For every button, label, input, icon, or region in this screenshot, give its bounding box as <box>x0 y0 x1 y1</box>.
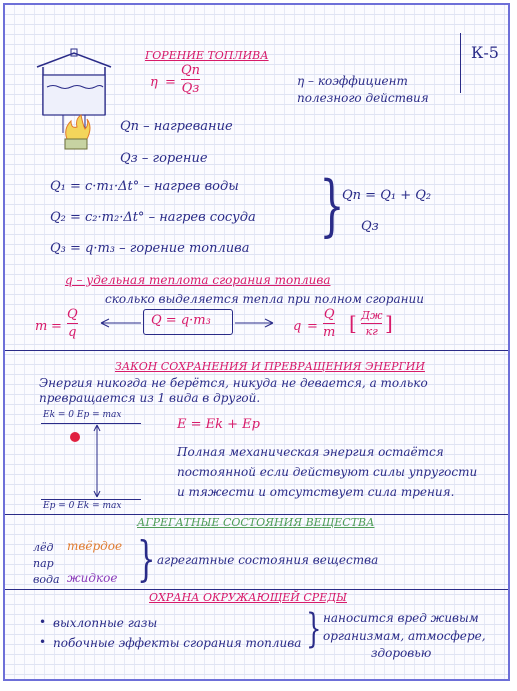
q-fraction <box>323 307 335 340</box>
q3-formula: Q₃ = q·m₃ – горение топлива <box>50 241 250 256</box>
q1-formula: Q₁ = c·m₁·Δt° – нагрев воды <box>50 179 239 194</box>
q-numerator: Q <box>323 307 335 322</box>
label-ice: лёд <box>33 541 54 554</box>
q-denominator: m <box>323 325 336 340</box>
q2-formula: Q₂ = c₂·m₂·Δt° – нагрев сосуда <box>50 210 256 225</box>
label-water: вода <box>33 573 60 586</box>
q-spent-line: Qз – горение <box>120 151 208 166</box>
mass-equals: = <box>51 319 62 334</box>
state-solid: твёрдое <box>67 539 123 553</box>
efficiency-fraction <box>181 63 200 96</box>
fraction-bar <box>181 79 200 80</box>
sum-qz: Qз <box>361 219 379 234</box>
label-steam: пар <box>33 557 54 570</box>
pendulum-ball-icon <box>70 432 80 442</box>
efficiency-numerator: Qп <box>181 63 201 78</box>
mass-lhs: m <box>35 319 48 334</box>
pendulum-diagram <box>67 423 107 499</box>
q-units-numerator: Дж <box>361 309 383 322</box>
right-brace: } <box>319 167 345 244</box>
units-close-bracket: ] <box>385 311 393 335</box>
energy-title: ЗАКОН СОХРАНЕНИЯ И ПРЕВРАЩЕНИЯ ЭНЕРГИИ <box>115 360 425 373</box>
energy-text-line2: постоянной если действуют силы упругости <box>177 465 478 479</box>
pendulum-top-label: Ek = 0 Ep = max <box>43 410 122 420</box>
q-equals: = <box>307 319 318 334</box>
fraction-bar <box>323 323 335 324</box>
sum-qn: Qп = Q₁ + Q₂ <box>342 188 432 203</box>
bottom-level-line <box>41 499 141 500</box>
states-brace: } <box>137 531 156 587</box>
harm-line-2: организмам, атмосфере, <box>323 629 486 643</box>
q-useful-line: Qп – нагревание <box>120 119 233 134</box>
mass-fraction <box>67 307 78 340</box>
specific-heat-definition: q – удельная теплота сгорания топлива <box>65 273 331 287</box>
efficiency-lhs: η <box>150 75 158 90</box>
environment-brace: } <box>306 606 322 652</box>
fraction-bar <box>67 323 78 324</box>
pendulum-bottom-label: Ep = 0 Ek = max <box>43 501 122 511</box>
efficiency-note: η – коэффициент полезного действия <box>297 74 429 105</box>
energy-statement-line2: превращается из 1 вида в другой. <box>39 391 261 405</box>
mass-numerator: Q <box>67 307 78 322</box>
energy-text-line3: и тяжести и отсутствует сила трения. <box>177 485 455 499</box>
notebook-page <box>3 3 510 681</box>
energy-text-line1: Полная механическая энергия остаётся <box>177 445 444 459</box>
env-bullet-1: выхлопные газы <box>53 616 158 630</box>
center-formula: Q = q·m₃ <box>151 313 211 328</box>
harm-line-1: наносится вред живым <box>323 611 479 625</box>
specific-heat-description: сколько выделяется тепла при полном сгорании <box>105 292 424 306</box>
state-liquid: жидкое <box>67 571 118 585</box>
bullet-dot-icon: • <box>39 615 47 629</box>
bullet-dot-icon: • <box>39 635 47 649</box>
harm-line-3: здоровью <box>371 646 432 660</box>
section-divider <box>5 350 508 351</box>
environment-title: ОХРАНА ОКРУЖАЮЩЕЙ СРЕДЫ <box>149 591 347 604</box>
states-description: агрегатные состояния вещества <box>157 553 379 567</box>
states-title: АГРЕГАТНЫЕ СОСТОЯНИЯ ВЕЩЕСТВА <box>137 516 375 529</box>
q-units-denominator: кг <box>365 325 378 338</box>
page-number: К-5 <box>471 43 499 62</box>
env-bullet-2: побочные эффекты сгорания топлива <box>53 636 302 650</box>
q-units-fraction <box>361 309 382 338</box>
q-lhs: q <box>293 319 302 334</box>
mass-denominator: q <box>68 325 77 340</box>
energy-formula: E = Ek + Ep <box>177 417 260 432</box>
section-divider <box>5 514 508 515</box>
kettle-sketch-icon <box>29 47 119 157</box>
energy-statement-line1: Энергия никогда не берётся, никуда не девается, а только <box>39 376 428 390</box>
section-divider <box>5 589 508 590</box>
combustion-title: ГОРЕНИЕ ТОПЛИВА <box>145 49 269 62</box>
units-open-bracket: [ <box>349 311 357 335</box>
efficiency-denominator: Qз <box>181 81 200 96</box>
fraction-bar <box>361 323 382 324</box>
efficiency-equals: = <box>165 75 176 90</box>
flame-sketch-icon <box>65 115 90 149</box>
